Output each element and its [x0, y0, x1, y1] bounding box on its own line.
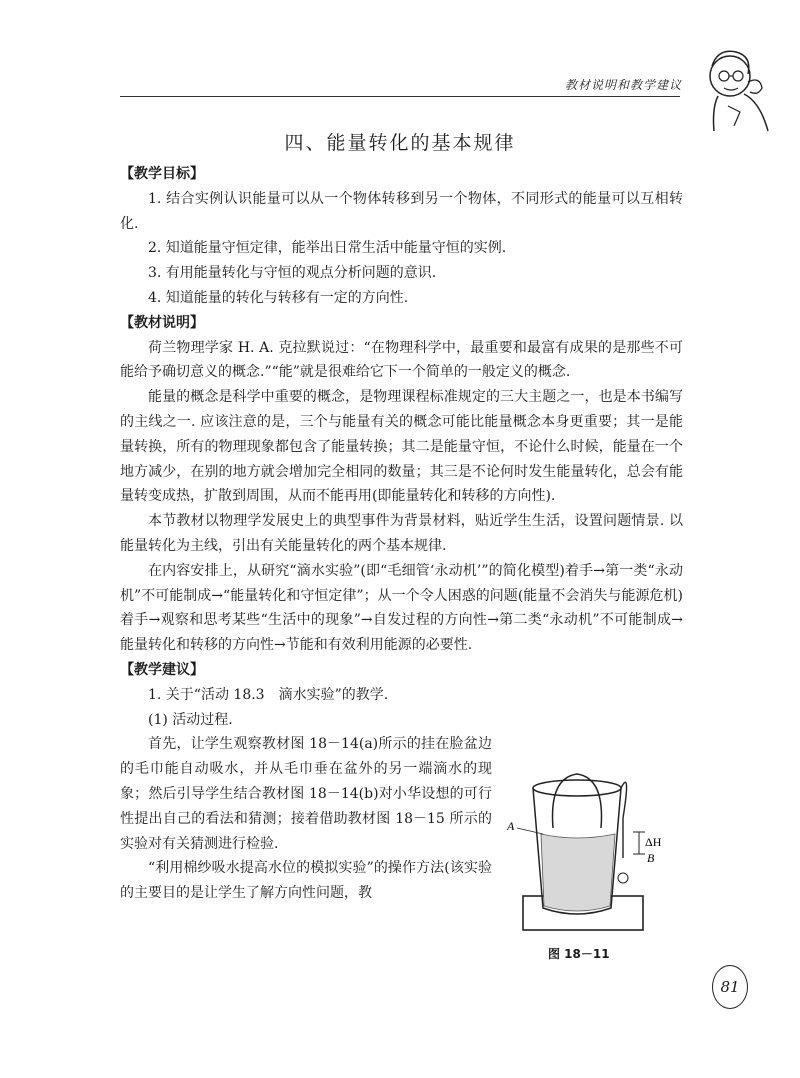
- explanation-paragraph: 在内容安排上，从研究“滴水实验”(即“毛细管‘永动机’”的简化模型)着手→第一类“永动机”不可能制成→“能量转化和守恒定律”；从一个令人困惑的问题(能量不会消失与能源危机)着手→观察和思考某些“生活中的现象”→自发过程的方向性→第二类“永动机”不可能制成→能量转化和转移的方向性→节能和有效利用能源的必要性.: [120, 562, 683, 654]
- section-title: 四、能量转化的基本规律: [284, 132, 516, 154]
- suggestion-paragraph: 首先，让学生观察教材图 18－14(a)所示的挂在脸盆边的毛巾能自动吸水，并从毛巾垂在盆外的另一端滴水的现象；然后引导学生结合教材图 18－14(b)对小华设想的可行性提出自己的看法和猜测；接着借助教材图 18－15 所示的实验对有关猜测进行检验.: [120, 736, 492, 852]
- header-rule: [120, 96, 680, 97]
- objective-item: 2. 知道能量守恒定律，能举出日常生活中能量守恒的实例.: [148, 240, 507, 257]
- figure-label-dh: ΔH: [645, 835, 662, 849]
- suggestion-paragraph: “利用棉纱吸水提高水位的模拟实验”的操作方法(该实验的主要目的是让学生了解方向性问题，教: [120, 860, 492, 902]
- explanation-paragraph: 荷兰物理学家 H. A. 克拉默说过：“在物理科学中，最重要和最富有成果的是那些不可能给予确切意义的概念.”“能”就是很难给它下一个简单的一般定义的概念.: [120, 339, 683, 381]
- explanation-paragraph: 能量的概念是科学中重要的概念，是物理课程标准规定的三大主题之一，也是本书编写的主线之一. 应该注意的是，三个与能量有关的概念可能比能量概念本身更重要；其一是能量转换，所有的物理现象都包含了能量转换；其二是能量守恒，不论什么时候，能量在一个地方减少，在别的地方就会增加完全相同的数量；其三是不论何时发生能量转化，总会有能量转变成热，扩散到周围，从而不能再用(即能量转化和转移的方向性).: [120, 389, 683, 505]
- mascot-illustration: [688, 36, 788, 136]
- explanation-paragraph: 本节教材以物理学发展史上的典型事件为背景材料，贴近学生生活，设置问题情景. 以能量转化为主线，引出有关能量转化的两个基本规律.: [120, 513, 683, 554]
- figure-label-a: A: [507, 819, 515, 833]
- suggestion-subitem: (1) 活动过程.: [148, 711, 233, 728]
- figure-caption: 图 18－11: [548, 947, 610, 961]
- objective-item: 4. 知道能量的转化与转移有一定的方向性.: [148, 289, 409, 306]
- beaker-figure: [505, 758, 675, 958]
- running-header: 教材说明和教学建议: [565, 78, 683, 92]
- suggestions-heading: 【教学建议】: [120, 661, 204, 678]
- explanation-heading: 【教材说明】: [120, 314, 204, 331]
- objectives-heading: 【教学目标】: [120, 166, 204, 182]
- objective-item: 1. 结合实例认识能量可以从一个物体转移到另一个物体，不同形式的能量可以互相转化.: [120, 190, 683, 232]
- objective-item: 3. 有用能量转化与守恒的观点分析问题的意识.: [148, 265, 437, 282]
- figure-label-b: B: [647, 851, 655, 865]
- suggestion-item: 1. 关于“活动 18.3 滴水实验”的教学.: [148, 686, 389, 703]
- page-number: 81: [712, 965, 748, 1009]
